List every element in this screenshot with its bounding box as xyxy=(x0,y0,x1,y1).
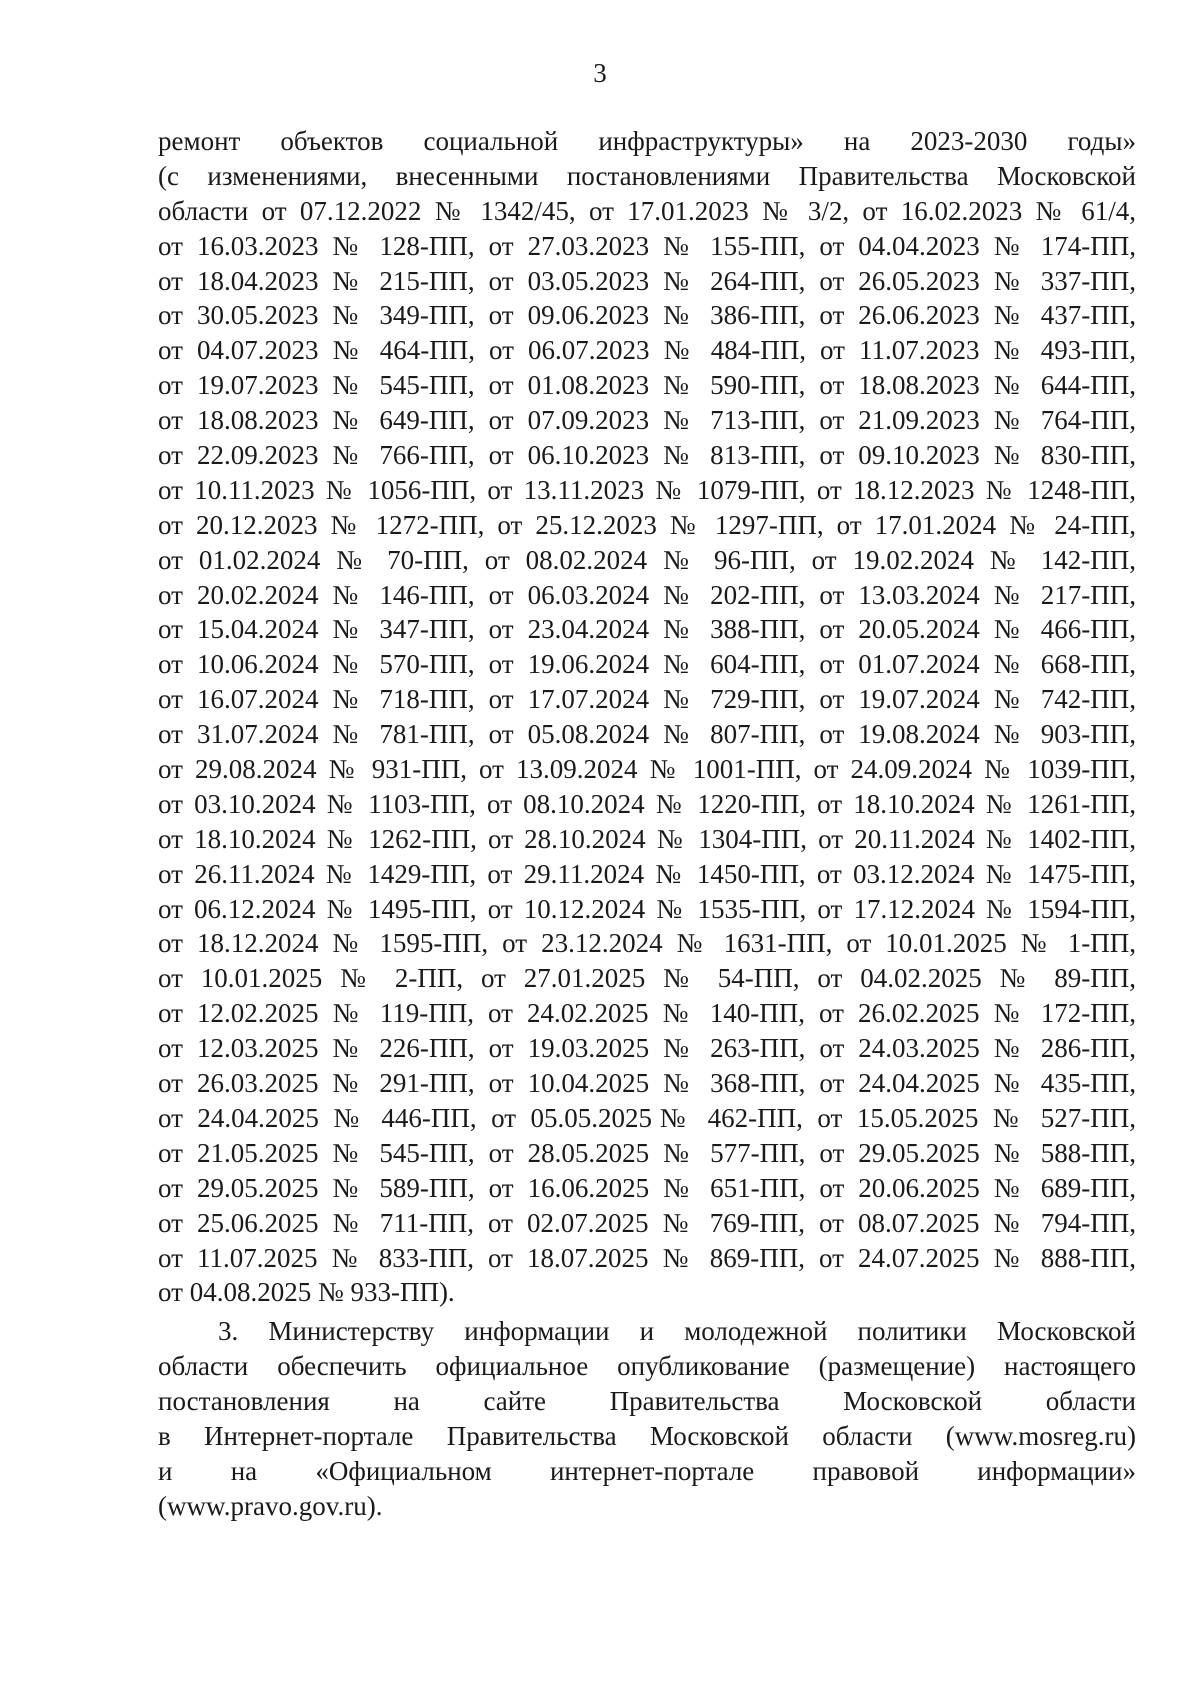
text-line: от 18.04.2023 № 215-ПП, от 03.05.2023 № 264-ПП, от 26.05.2023 № 337-ПП, xyxy=(158,265,1136,296)
document-body xyxy=(158,124,1136,1524)
text-line: от 15.04.2024 № 347-ПП, от 23.04.2024 № 388-ПП, от 20.05.2024 № 466-ПП, xyxy=(158,614,1136,645)
text-line: от 31.07.2024 № 781-ПП, от 05.08.2024 № 807-ПП, от 19.08.2024 № 903-ПП, xyxy=(158,719,1136,750)
text-line: от 03.10.2024 № 1103-ПП, от 08.10.2024 № 1220-ПП, от 18.10.2024 № 1261-ПП, xyxy=(158,788,1136,819)
text-line: области обеспечить официальное опубликование (размещение) настоящего xyxy=(158,1351,1136,1382)
text-line: от 12.03.2025 № 226-ПП, от 19.03.2025 № 263-ПП, от 24.03.2025 № 286-ПП, xyxy=(158,1033,1136,1064)
text-line: от 18.12.2024 № 1595-ПП, от 23.12.2024 № 1631-ПП, от 10.01.2025 № 1-ПП, xyxy=(158,928,1136,959)
text-line: от 01.02.2024 № 70-ПП, от 08.02.2024 № 96-ПП, от 19.02.2024 № 142-ПП, xyxy=(158,544,1136,575)
text-line: от 18.10.2024 № 1262-ПП, от 28.10.2024 № 1304-ПП, от 20.11.2024 № 1402-ПП, xyxy=(158,823,1136,854)
text-line: постановления на сайте Правительства Московской области xyxy=(158,1386,1136,1417)
text-line: от 25.06.2025 № 711-ПП, от 02.07.2025 № 769-ПП, от 08.07.2025 № 794-ПП, xyxy=(158,1207,1136,1238)
text-line: от 04.08.2025 № 933-ПП). xyxy=(158,1277,455,1308)
text-line: от 19.07.2023 № 545-ПП, от 01.08.2023 № 590-ПП, от 18.08.2023 № 644-ПП, xyxy=(158,370,1136,401)
text-line: ремонт объектов социальной инфраструктуры» на 2023-2030 годы» xyxy=(158,126,1136,156)
text-line: области от 07.12.2022 № 1342/45, от 17.01.2023 № 3/2, от 16.02.2023 № 61/4, xyxy=(158,195,1136,226)
text-line: (с изменениями, внесенными постановлениями Правительства Московской xyxy=(158,160,1136,191)
text-line: от 26.03.2025 № 291-ПП, от 10.04.2025 № 368-ПП, от 24.04.2025 № 435-ПП, xyxy=(158,1068,1136,1099)
text-line: от 18.08.2023 № 649-ПП, от 07.09.2023 № 713-ПП, от 21.09.2023 № 764-ПП, xyxy=(158,405,1136,436)
text-line: от 16.03.2023 № 128-ПП, от 27.03.2023 № 155-ПП, от 04.04.2023 № 174-ПП, xyxy=(158,230,1136,261)
clause-3-paragraph xyxy=(158,1314,1136,1523)
text-line: от 21.05.2025 № 545-ПП, от 28.05.2025 № 577-ПП, от 29.05.2025 № 588-ПП, xyxy=(158,1137,1136,1168)
text-line: и на «Официальном интернет-портале правовой информации» xyxy=(158,1455,1136,1486)
text-line: 3. Министерству информации и молодежной политики Московской xyxy=(218,1316,1136,1347)
text-line: от 11.07.2025 № 833-ПП, от 18.07.2025 № 869-ПП, от 24.07.2025 № 888-ПП, xyxy=(158,1242,1136,1273)
text-line: от 06.12.2024 № 1495-ПП, от 10.12.2024 № 1535-ПП, от 17.12.2024 № 1594-ПП, xyxy=(158,893,1136,924)
text-line: от 20.12.2023 № 1272-ПП, от 25.12.2023 № 1297-ПП, от 17.01.2024 № 24-ПП, xyxy=(158,509,1136,540)
text-line: от 16.07.2024 № 718-ПП, от 17.07.2024 № 729-ПП, от 19.07.2024 № 742-ПП, xyxy=(158,684,1136,715)
text-line: от 26.11.2024 № 1429-ПП, от 29.11.2024 № 1450-ПП, от 03.12.2024 № 1475-ПП, xyxy=(158,858,1136,889)
text-line: в Интернет-портале Правительства Московской области (www.mosreg.ru) xyxy=(158,1420,1136,1451)
text-line: от 22.09.2023 № 766-ПП, от 06.10.2023 № 813-ПП, от 09.10.2023 № 830-ПП, xyxy=(158,440,1136,471)
text-line: от 29.05.2025 № 589-ПП, от 16.06.2025 № 651-ПП, от 20.06.2025 № 689-ПП, xyxy=(158,1172,1136,1203)
text-line: от 10.11.2023 № 1056-ПП, от 13.11.2023 № 1079-ПП, от 18.12.2023 № 1248-ПП, xyxy=(158,474,1136,505)
text-line: от 20.02.2024 № 146-ПП, от 06.03.2024 № 202-ПП, от 13.03.2024 № 217-ПП, xyxy=(158,579,1136,610)
text-line: от 29.08.2024 № 931-ПП, от 13.09.2024 № 1001-ПП, от 24.09.2024 № 1039-ПП, xyxy=(158,754,1136,785)
page-number: 3 xyxy=(593,58,607,88)
text-line: от 30.05.2023 № 349-ПП, от 09.06.2023 № 386-ПП, от 26.06.2023 № 437-ПП, xyxy=(158,300,1136,331)
text-line: (www.pravo.gov.ru). xyxy=(158,1490,383,1521)
text-line: от 12.02.2025 № 119-ПП, от 24.02.2025 № 140-ПП, от 26.02.2025 № 172-ПП, xyxy=(158,998,1136,1029)
text-line: от 10.06.2024 № 570-ПП, от 19.06.2024 № 604-ПП, от 01.07.2024 № 668-ПП, xyxy=(158,649,1136,680)
text-line: от 04.07.2023 № 464-ПП, от 06.07.2023 № 484-ПП, от 11.07.2023 № 493-ПП, xyxy=(158,335,1136,366)
clause-2-continuation xyxy=(158,124,1136,1310)
text-line: от 10.01.2025 № 2-ПП, от 27.01.2025 № 54-ПП, от 04.02.2025 № 89-ПП, xyxy=(158,963,1136,994)
text-line: от 24.04.2025 № 446-ПП, от 05.05.2025№ 462-ПП, от 15.05.2025 № 527-ПП, xyxy=(158,1102,1136,1133)
